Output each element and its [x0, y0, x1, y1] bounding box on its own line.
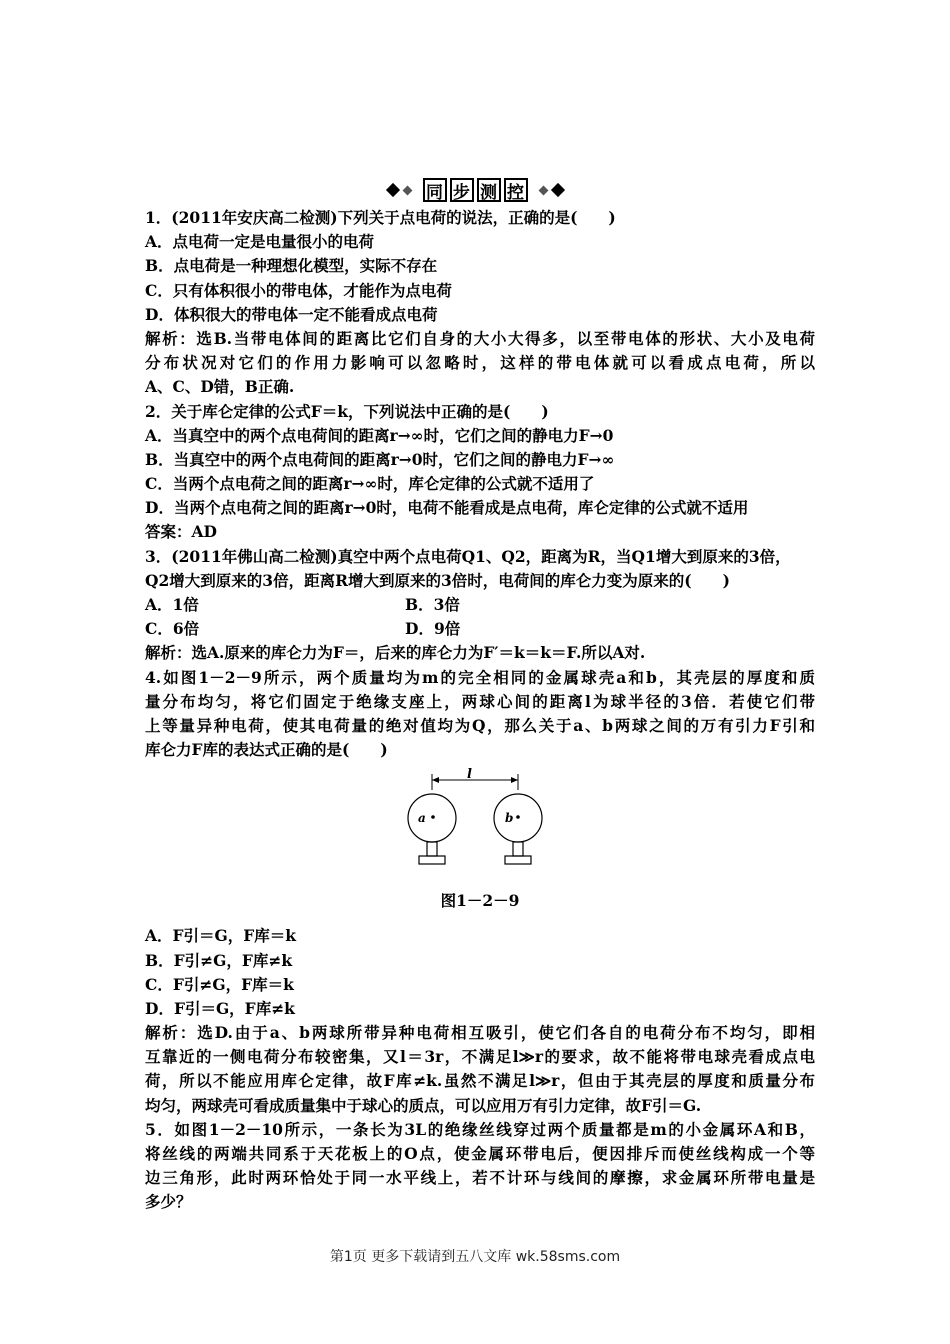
section-banner — [0, 176, 950, 204]
question-3-stem: Q2增大到原来的3倍，距离R增大到原来的3倍时，电荷间的库仑力变为原来的( ) — [145, 570, 730, 590]
option-a: A．1倍 — [145, 595, 199, 614]
figure-caption: 图1－2－9 — [440, 891, 520, 911]
diamond-icon — [385, 183, 399, 197]
analysis-line: 解析：选D.由于a、b两球所带异种电荷相互吸引，使它们各自的电荷分布不均匀，即相 — [145, 1023, 815, 1043]
question-5-stem: 边三角形，此时两环恰处于同一水平线上，若不计环与线间的摩擦，求金属环所带电量是 — [145, 1168, 815, 1188]
option-b: B．当真空中的两个点电荷间的距离r→0时，它们之间的静电力F→∞ — [145, 449, 615, 469]
stand-b-post — [513, 842, 523, 856]
option-b: B．点电荷是一种理想化模型，实际不存在 — [145, 256, 438, 276]
sphere-a-center — [431, 816, 435, 820]
question-4-stem: 4.如图1－2－9所示，两个质量均为m的完全相同的金属球壳a和b，其壳层的厚度和质 — [145, 667, 815, 687]
question-5-stem: 将丝线的两端共同系于天花板上的O点，使金属环带电后，便因排斥而使丝线构成一个等 — [145, 1144, 815, 1163]
option-c: C．当两个点电荷之间的距离r→∞时，库仑定律的公式就不适用了 — [145, 474, 595, 494]
distance-label: l — [467, 768, 472, 783]
analysis-line: 荷，所以不能应用库仑定律，故F库≠k.虽然不满足l≫r，但由于其壳层的厚度和质量分布 — [145, 1071, 815, 1091]
spheres-diagram — [145, 768, 815, 886]
stand-b-base — [505, 856, 531, 864]
answer-line: 答案：AD — [145, 522, 217, 542]
figure-1-2-9 — [145, 768, 815, 886]
banner-char: 同 — [423, 178, 447, 202]
sphere-b-label: b — [505, 811, 514, 826]
diamond-icon — [402, 185, 412, 195]
option-d: D．体积很大的带电体一定不能看成点电荷 — [145, 304, 438, 324]
analysis-line: 分布状况对它们的作用力影响可以忽略时，这样的带电体就可以看成点电荷，所以 — [145, 353, 815, 373]
question-4-stem: 上等量异种电荷，使其电荷量的绝对值均为Q，那么关于a、b两球之间的万有引力F引和 — [145, 715, 815, 735]
analysis-line: A、C、D错，B正确. — [145, 377, 295, 397]
page-footer: 第1页 更多下载请到五八文库 wk.58sms.com — [329, 1249, 621, 1265]
question-4-stem: 库仑力F库的表达式正确的是( ) — [145, 740, 388, 760]
analysis-line: 解析：选A.原来的库仑力为F＝，后来的库仑力为F′＝k＝k＝F.所以A对. — [145, 643, 646, 663]
sphere-b-center — [516, 816, 520, 820]
stand-a-base — [419, 856, 445, 864]
analysis-line: 互靠近的一侧电荷分布较密集，又l＝3r，不满足l≫r的要求，故不能将带电球壳看成点电 — [145, 1047, 815, 1067]
banner-char: 测 — [477, 178, 501, 202]
question-2-stem: 2．关于库仑定律的公式F＝k，下列说法中正确的是( ) — [145, 401, 549, 421]
analysis-line: 解析：选B.当带电体间的距离比它们自身的大小大得多，以至带电体的形状、大小及电荷 — [145, 328, 815, 348]
arrow-left-icon — [432, 777, 439, 783]
banner-char: 控 — [504, 178, 528, 202]
stand-a-post — [427, 842, 437, 856]
analysis-line: 均匀，两球壳可看成质量集中于球心的质点，可以应用万有引力定律，故F引＝G. — [145, 1095, 702, 1115]
option-a: A．点电荷一定是电量很小的电荷 — [145, 232, 375, 252]
question-4-stem: 量分布均匀，将它们固定于绝缘支座上，两球心间的距离l为球半径的3倍．若使它们带 — [145, 691, 815, 711]
option-a: A．当真空中的两个点电荷间的距离r→∞时，它们之间的静电力F→0 — [145, 425, 614, 445]
option-c: C．只有体积很小的带电体，才能作为点电荷 — [145, 280, 452, 300]
question-5-stem: 多少？ — [145, 1192, 192, 1212]
diamond-icon — [550, 183, 564, 197]
question-5-stem: 5．如图1－2－10所示，一条长为3L的绝缘丝线穿过两个质量都是m的小金属环A和B， — [145, 1119, 815, 1139]
sphere-a-label: a — [418, 811, 426, 826]
question-content — [145, 206, 815, 1215]
option-d: D．F引＝G，F库≠k — [145, 998, 295, 1018]
option-d: D．当两个点电荷之间的距离r→0时，电荷不能看成是点电荷，库仑定律的公式就不适用 — [145, 498, 749, 518]
option-b: B．F引≠G，F库≠k — [145, 950, 293, 970]
banner-char: 步 — [450, 178, 474, 202]
options-row — [145, 617, 815, 641]
option-c: C．F引≠G，F库＝k — [145, 974, 294, 994]
question-3-stem: 3．(2011年佛山高二检测)真空中两个点电荷Q1、Q2，距离为R，当Q1增大到原来的3倍， — [145, 546, 791, 566]
option-a: A．F引＝G，F库＝k — [145, 926, 297, 946]
banner-title — [423, 178, 528, 202]
arrow-right-icon — [511, 777, 518, 783]
option-d: D．9倍 — [405, 619, 461, 639]
options-row — [145, 593, 815, 617]
diamond-icon — [538, 185, 548, 195]
option-b: B．3倍 — [405, 595, 460, 614]
option-c: C．6倍 — [145, 619, 200, 639]
question-1-stem: 1．(2011年安庆高二检测)下列关于点电荷的说法，正确的是( ) — [145, 208, 616, 227]
